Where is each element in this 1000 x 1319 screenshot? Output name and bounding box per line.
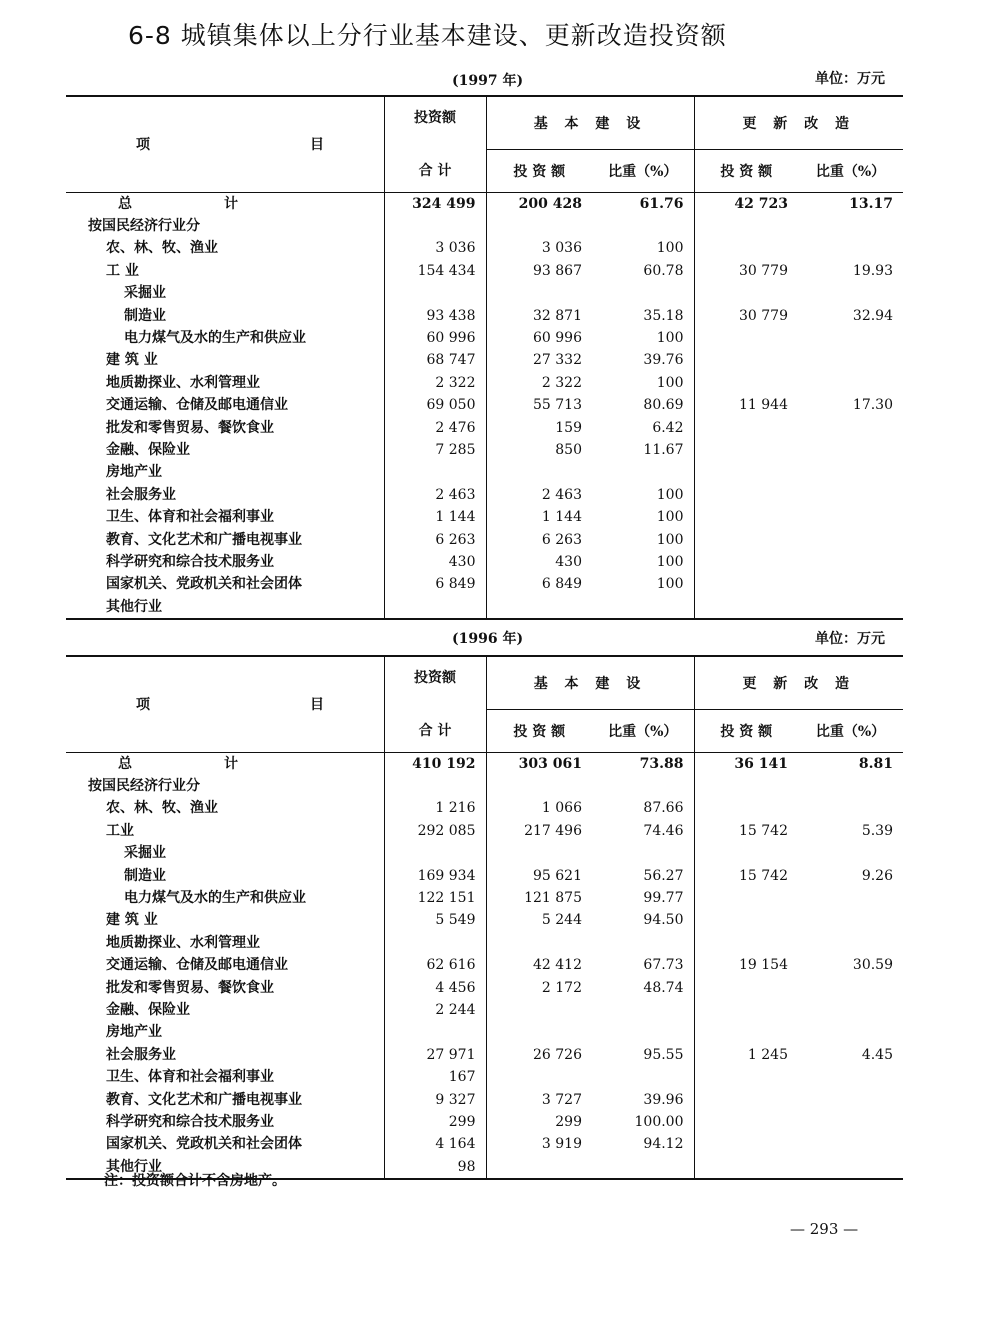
cell-basic-pct: 48.74 xyxy=(643,979,684,996)
cell-basic-pct xyxy=(592,842,694,864)
table-row xyxy=(66,775,903,797)
cell-basic-pct xyxy=(592,999,694,1021)
cell-basic-inv: 26 726 xyxy=(486,1044,592,1066)
cell-total: 69 050 xyxy=(384,394,486,416)
row-label: 制造业 xyxy=(124,307,166,324)
cell-renew-inv xyxy=(694,842,798,864)
cell-basic-pct: 74.46 xyxy=(643,822,684,839)
cell-total: 167 xyxy=(384,1066,486,1088)
cell-renew-inv: 15 742 xyxy=(694,820,798,842)
cell-basic-inv: 27 332 xyxy=(486,349,592,371)
cell-basic-pct: 39.96 xyxy=(643,1091,684,1108)
cell-basic-pct: 100 xyxy=(656,531,684,548)
cell-basic-inv xyxy=(486,1156,592,1179)
cell-renew-inv xyxy=(694,439,798,461)
header-basic: 基 本 建 设 xyxy=(486,656,694,709)
cell-basic-pct: 100 xyxy=(656,576,684,593)
cell-basic-inv xyxy=(486,282,592,304)
cell-basic-pct xyxy=(592,1021,694,1043)
cell-total xyxy=(384,282,486,304)
cell-basic-inv: 1 066 xyxy=(486,797,592,819)
header-basic-invest: 投 资 额 xyxy=(486,149,592,192)
table-row xyxy=(66,304,903,326)
cell-renew-inv xyxy=(694,976,798,998)
cell-renew-pct: 5.39 xyxy=(861,822,893,839)
total-row xyxy=(66,752,903,775)
cell-total: 9 327 xyxy=(384,1088,486,1110)
row-label: 教育、文化艺术和广播电视事业 xyxy=(106,531,302,548)
table-row xyxy=(66,372,903,394)
row-label: 科学研究和综合技术服务业 xyxy=(106,553,274,570)
cell-renew-inv xyxy=(694,484,798,506)
investment-table-1996 xyxy=(66,655,903,1180)
table-row xyxy=(66,416,903,438)
table-row xyxy=(66,932,903,954)
cell-total: 93 438 xyxy=(384,304,486,326)
cell-total: 410 192 xyxy=(384,752,486,775)
header-total-top: 投资额 xyxy=(384,656,486,709)
cell-basic-pct: 60.78 xyxy=(643,262,684,279)
cell-basic-pct xyxy=(592,775,694,797)
table-row xyxy=(66,327,903,349)
cell-basic-pct xyxy=(592,596,694,619)
cell-renew-pct xyxy=(798,573,903,595)
row-label: 国家机关、党政机关和社会团体 xyxy=(106,576,302,593)
cell-renew-inv xyxy=(694,1133,798,1155)
cell-basic-pct xyxy=(592,1066,694,1088)
row-label: 房地产业 xyxy=(106,464,162,481)
cell-renew-inv xyxy=(694,797,798,819)
cell-basic-inv: 3 036 xyxy=(486,237,592,259)
cell-renew-inv xyxy=(694,282,798,304)
cell-total: 1 216 xyxy=(384,797,486,819)
cell-renew-pct xyxy=(798,1066,903,1088)
cell-basic-inv: 55 713 xyxy=(486,394,592,416)
header-renew-invest: 投 资 额 xyxy=(694,149,798,192)
cell-renew-inv: 30 779 xyxy=(694,260,798,282)
cell-renew-inv xyxy=(694,775,798,797)
header-renew-share: 比重（%） xyxy=(798,709,903,752)
cell-renew-pct xyxy=(798,909,903,931)
cell-total: 6 849 xyxy=(384,573,486,595)
row-label: 交通运输、仓储及邮电通信业 xyxy=(106,397,288,414)
cell-renew-inv xyxy=(694,349,798,371)
cell-renew-pct xyxy=(798,484,903,506)
row-label: 国家机关、党政机关和社会团体 xyxy=(106,1136,302,1153)
cell-renew-inv xyxy=(694,596,798,619)
table-row xyxy=(66,260,903,282)
table-row xyxy=(66,1088,903,1110)
row-label: 教育、文化艺术和广播电视事业 xyxy=(106,1091,302,1108)
table-row xyxy=(66,1111,903,1133)
cell-basic-pct: 67.73 xyxy=(643,957,684,974)
row-label: 科学研究和综合技术服务业 xyxy=(106,1113,274,1130)
cell-renew-pct xyxy=(798,999,903,1021)
cell-basic-inv: 3 919 xyxy=(486,1133,592,1155)
page-title: 6-8 城镇集体以上分行业基本建设、更新改造投资额 xyxy=(128,21,727,50)
cell-renew-inv xyxy=(694,573,798,595)
cell-basic-inv xyxy=(486,999,592,1021)
cell-renew-pct xyxy=(798,439,903,461)
table-row xyxy=(66,864,903,886)
table-1996-unit: 单位：万元 xyxy=(815,631,885,647)
table-row xyxy=(66,842,903,864)
cell-basic-inv xyxy=(486,1021,592,1043)
cell-total: 7 285 xyxy=(384,439,486,461)
table-row xyxy=(66,528,903,550)
header-item: 项 目 xyxy=(136,137,324,154)
table-row xyxy=(66,1133,903,1155)
cell-renew-inv xyxy=(694,327,798,349)
header-basic-invest: 投 资 额 xyxy=(486,709,592,752)
cell-total: 2 244 xyxy=(384,999,486,1021)
cell-renew-pct xyxy=(798,1156,903,1179)
row-label: 按国民经济行业分 xyxy=(88,778,200,795)
cell-renew-inv: 15 742 xyxy=(694,864,798,886)
cell-total xyxy=(384,932,486,954)
cell-renew-pct: 13.17 xyxy=(849,195,893,212)
row-label: 工 业 xyxy=(106,262,139,279)
cell-renew-inv xyxy=(694,372,798,394)
cell-renew-pct xyxy=(798,282,903,304)
table-1997-unit: 单位：万元 xyxy=(815,71,885,87)
cell-basic-inv: 299 xyxy=(486,1111,592,1133)
table-row xyxy=(66,887,903,909)
cell-basic-inv xyxy=(486,932,592,954)
footnote: 注：投资额合计不含房地产。 xyxy=(104,1173,286,1189)
table-1997-year: (1997 年) xyxy=(452,73,524,89)
cell-renew-pct xyxy=(798,1111,903,1133)
table-row xyxy=(66,797,903,819)
cell-basic-pct: 80.69 xyxy=(643,397,684,414)
total-row xyxy=(66,192,903,215)
row-label: 按国民经济行业分 xyxy=(88,218,200,235)
table-row xyxy=(66,976,903,998)
cell-total xyxy=(384,775,486,797)
row-label: 房地产业 xyxy=(106,1024,162,1041)
table-row xyxy=(66,820,903,842)
cell-renew-pct xyxy=(798,528,903,550)
cell-basic-inv: 60 996 xyxy=(486,327,592,349)
header-renew-invest: 投 资 额 xyxy=(694,709,798,752)
cell-basic-inv xyxy=(486,775,592,797)
cell-total: 292 085 xyxy=(384,820,486,842)
cell-renew-inv xyxy=(694,887,798,909)
row-label: 采掘业 xyxy=(124,285,166,302)
cell-renew-pct xyxy=(798,1088,903,1110)
row-label: 交通运输、仓储及邮电通信业 xyxy=(106,957,288,974)
cell-basic-inv: 217 496 xyxy=(486,820,592,842)
cell-renew-inv xyxy=(694,237,798,259)
cell-total xyxy=(384,596,486,619)
cell-renew-inv xyxy=(694,506,798,528)
investment-table-1997 xyxy=(66,95,903,620)
cell-renew-inv xyxy=(694,416,798,438)
header-item: 项 目 xyxy=(136,697,324,714)
row-label: 电力煤气及水的生产和供应业 xyxy=(124,330,306,347)
cell-renew-pct xyxy=(798,327,903,349)
table-row xyxy=(66,484,903,506)
cell-renew-pct xyxy=(798,842,903,864)
cell-renew-inv xyxy=(694,999,798,1021)
cell-total: 324 499 xyxy=(384,192,486,215)
cell-total: 62 616 xyxy=(384,954,486,976)
cell-renew-pct: 17.30 xyxy=(852,397,893,414)
cell-basic-inv: 2 463 xyxy=(486,484,592,506)
cell-renew-pct xyxy=(798,976,903,998)
cell-basic-pct: 87.66 xyxy=(643,800,684,817)
row-label: 其他行业 xyxy=(106,1158,162,1175)
cell-total: 2 463 xyxy=(384,484,486,506)
cell-basic-pct: 73.88 xyxy=(639,755,684,772)
cell-renew-pct xyxy=(798,596,903,619)
cell-total: 122 151 xyxy=(384,887,486,909)
table-row xyxy=(66,506,903,528)
cell-basic-pct: 99.77 xyxy=(643,890,684,907)
row-label: 电力煤气及水的生产和供应业 xyxy=(124,890,306,907)
table-row xyxy=(66,394,903,416)
cell-basic-pct: 11.67 xyxy=(643,441,684,458)
cell-basic-pct: 95.55 xyxy=(643,1046,684,1063)
cell-renew-pct xyxy=(798,506,903,528)
row-label: 批发和零售贸易、餐饮食业 xyxy=(106,979,274,996)
cell-renew-pct: 9.26 xyxy=(861,867,893,884)
table-row xyxy=(66,954,903,976)
cell-renew-pct xyxy=(798,797,903,819)
cell-total xyxy=(384,842,486,864)
cell-renew-pct: 32.94 xyxy=(852,307,893,324)
header-renew: 更 新 改 造 xyxy=(694,96,903,149)
cell-basic-inv xyxy=(486,596,592,619)
cell-basic-inv: 32 871 xyxy=(486,304,592,326)
cell-renew-inv xyxy=(694,932,798,954)
row-label: 采掘业 xyxy=(124,845,166,862)
cell-total xyxy=(384,215,486,237)
cell-basic-pct: 100 xyxy=(656,240,684,257)
cell-renew-pct xyxy=(798,237,903,259)
row-label: 农、林、牧、渔业 xyxy=(106,800,218,817)
table-row xyxy=(66,439,903,461)
cell-basic-inv xyxy=(486,1066,592,1088)
row-label: 制造业 xyxy=(124,867,166,884)
row-label: 卫生、体育和社会福利事业 xyxy=(106,509,274,526)
cell-renew-pct xyxy=(798,215,903,237)
cell-basic-pct xyxy=(592,1156,694,1179)
row-label: 金融、保险业 xyxy=(106,441,190,458)
cell-basic-inv: 3 727 xyxy=(486,1088,592,1110)
cell-basic-inv: 200 428 xyxy=(486,192,592,215)
header-basic-share: 比重（%） xyxy=(592,149,694,192)
cell-renew-pct xyxy=(798,551,903,573)
cell-basic-pct: 35.18 xyxy=(643,307,684,324)
cell-renew-pct xyxy=(798,461,903,483)
table-row xyxy=(66,573,903,595)
cell-renew-inv xyxy=(694,1156,798,1179)
cell-renew-pct xyxy=(798,1133,903,1155)
cell-renew-inv: 1 245 xyxy=(694,1044,798,1066)
cell-renew-inv: 30 779 xyxy=(694,304,798,326)
cell-basic-inv: 95 621 xyxy=(486,864,592,886)
cell-renew-pct xyxy=(798,932,903,954)
cell-renew-inv: 36 141 xyxy=(694,752,798,775)
row-label: 卫生、体育和社会福利事业 xyxy=(106,1069,274,1086)
cell-basic-inv: 6 263 xyxy=(486,528,592,550)
cell-basic-pct: 94.12 xyxy=(643,1136,684,1153)
cell-basic-pct xyxy=(592,215,694,237)
cell-basic-pct: 6.42 xyxy=(652,419,684,436)
header-renew: 更 新 改 造 xyxy=(694,656,903,709)
cell-basic-inv: 850 xyxy=(486,439,592,461)
cell-basic-inv: 42 412 xyxy=(486,954,592,976)
cell-renew-inv xyxy=(694,215,798,237)
row-label: 社会服务业 xyxy=(106,486,176,503)
table-row xyxy=(66,349,903,371)
cell-basic-pct: 100 xyxy=(656,374,684,391)
cell-total: 68 747 xyxy=(384,349,486,371)
cell-basic-pct: 39.76 xyxy=(643,352,684,369)
table-row xyxy=(66,999,903,1021)
cell-basic-inv: 6 849 xyxy=(486,573,592,595)
cell-basic-inv: 2 322 xyxy=(486,372,592,394)
cell-total: 98 xyxy=(384,1156,486,1179)
table-row xyxy=(66,282,903,304)
header-total-top: 投资额 xyxy=(384,96,486,149)
row-label: 金融、保险业 xyxy=(106,1001,190,1018)
header-renew-share: 比重（%） xyxy=(798,149,903,192)
row-label: 工业 xyxy=(106,822,134,839)
cell-basic-pct: 100 xyxy=(656,330,684,347)
table-row xyxy=(66,1044,903,1066)
cell-renew-pct: 4.45 xyxy=(861,1046,893,1063)
cell-renew-inv: 19 154 xyxy=(694,954,798,976)
cell-renew-inv xyxy=(694,1021,798,1043)
cell-basic-pct xyxy=(592,282,694,304)
cell-total: 27 971 xyxy=(384,1044,486,1066)
cell-total: 5 549 xyxy=(384,909,486,931)
header-total-bottom: 合 计 xyxy=(384,149,486,192)
table-row xyxy=(66,1021,903,1043)
cell-total: 3 036 xyxy=(384,237,486,259)
cell-total: 1 144 xyxy=(384,506,486,528)
row-label: 社会服务业 xyxy=(106,1046,176,1063)
cell-renew-inv: 11 944 xyxy=(694,394,798,416)
cell-renew-inv xyxy=(694,528,798,550)
cell-total: 154 434 xyxy=(384,260,486,282)
table-row xyxy=(66,1066,903,1088)
page-number: — 293 — xyxy=(790,1220,859,1238)
cell-renew-pct: 8.81 xyxy=(858,755,893,772)
row-label: 农、林、牧、渔业 xyxy=(106,240,218,257)
cell-renew-inv xyxy=(694,909,798,931)
cell-renew-inv xyxy=(694,1111,798,1133)
cell-basic-inv: 303 061 xyxy=(486,752,592,775)
row-label: 总 计 xyxy=(118,195,238,212)
header-basic-share: 比重（%） xyxy=(592,709,694,752)
cell-total xyxy=(384,461,486,483)
cell-basic-inv: 159 xyxy=(486,416,592,438)
table-row xyxy=(66,237,903,259)
cell-basic-pct xyxy=(592,461,694,483)
row-label: 建 筑 业 xyxy=(106,352,158,369)
cell-total: 169 934 xyxy=(384,864,486,886)
table-row xyxy=(66,909,903,931)
table-row xyxy=(66,596,903,619)
cell-renew-inv: 42 723 xyxy=(694,192,798,215)
cell-basic-inv xyxy=(486,461,592,483)
cell-total: 430 xyxy=(384,551,486,573)
row-label: 地质勘探业、水利管理业 xyxy=(106,934,260,951)
row-label: 其他行业 xyxy=(106,598,162,615)
cell-basic-pct: 56.27 xyxy=(643,867,684,884)
cell-basic-inv: 93 867 xyxy=(486,260,592,282)
cell-renew-pct: 30.59 xyxy=(852,957,893,974)
row-label: 总 计 xyxy=(118,755,238,772)
table-1996-year: (1996 年) xyxy=(452,631,524,647)
cell-renew-inv xyxy=(694,551,798,573)
cell-renew-pct xyxy=(798,775,903,797)
cell-basic-pct: 100 xyxy=(656,486,684,503)
header-total-bottom: 合 计 xyxy=(384,709,486,752)
row-label: 批发和零售贸易、餐饮食业 xyxy=(106,419,274,436)
cell-renew-pct xyxy=(798,887,903,909)
cell-total: 299 xyxy=(384,1111,486,1133)
cell-total: 2 322 xyxy=(384,372,486,394)
table-row xyxy=(66,461,903,483)
cell-renew-pct xyxy=(798,1021,903,1043)
cell-basic-pct: 100 xyxy=(656,553,684,570)
cell-total: 4 164 xyxy=(384,1133,486,1155)
table-row xyxy=(66,215,903,237)
cell-total: 60 996 xyxy=(384,327,486,349)
cell-basic-pct: 61.76 xyxy=(639,195,684,212)
cell-basic-inv: 2 172 xyxy=(486,976,592,998)
cell-renew-inv xyxy=(694,1066,798,1088)
cell-renew-pct xyxy=(798,372,903,394)
cell-renew-pct xyxy=(798,416,903,438)
row-label: 建 筑 业 xyxy=(106,912,158,929)
cell-renew-inv xyxy=(694,1088,798,1110)
cell-total xyxy=(384,1021,486,1043)
cell-basic-inv: 1 144 xyxy=(486,506,592,528)
cell-basic-pct: 100 xyxy=(656,509,684,526)
cell-basic-pct: 100.00 xyxy=(634,1113,684,1130)
header-basic: 基 本 建 设 xyxy=(486,96,694,149)
cell-total: 6 263 xyxy=(384,528,486,550)
cell-renew-pct: 19.93 xyxy=(852,262,893,279)
cell-total: 2 476 xyxy=(384,416,486,438)
row-label: 地质勘探业、水利管理业 xyxy=(106,374,260,391)
cell-total: 4 456 xyxy=(384,976,486,998)
cell-renew-pct xyxy=(798,349,903,371)
cell-basic-pct xyxy=(592,932,694,954)
cell-basic-inv: 430 xyxy=(486,551,592,573)
cell-basic-inv xyxy=(486,842,592,864)
cell-basic-pct: 94.50 xyxy=(643,912,684,929)
cell-basic-inv: 121 875 xyxy=(486,887,592,909)
table-row xyxy=(66,551,903,573)
cell-renew-inv xyxy=(694,461,798,483)
cell-basic-inv xyxy=(486,215,592,237)
cell-basic-inv: 5 244 xyxy=(486,909,592,931)
